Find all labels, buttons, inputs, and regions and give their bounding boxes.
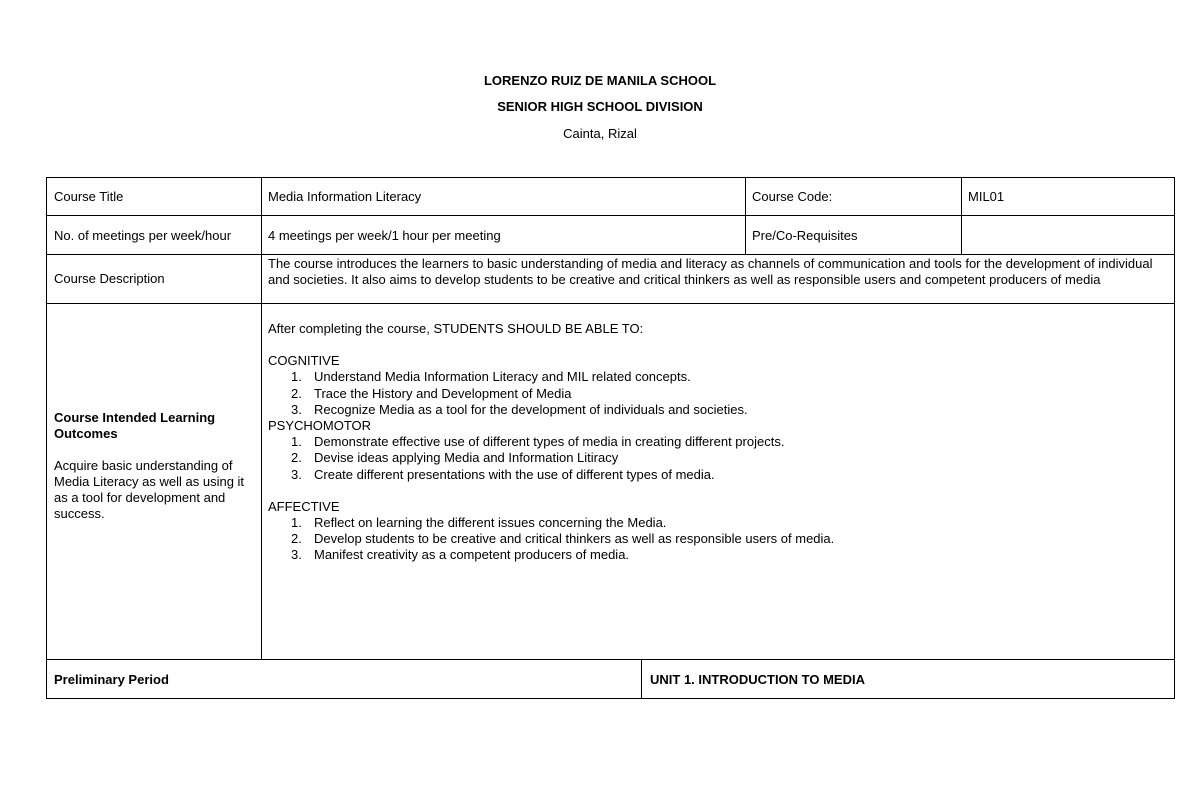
- syllabus-table: [46, 177, 1175, 660]
- row-divider: [47, 303, 1174, 304]
- outcomes-label: Course Intended Learning Outcomes: [54, 410, 216, 441]
- affective-list: [268, 515, 1168, 564]
- list-item: 3. Recognize Media as a tool for the development of individuals and societies.: [291, 401, 748, 417]
- course-title-label: Course Title: [54, 189, 124, 204]
- school-location: Cainta, Rizal: [563, 126, 637, 141]
- meetings-value: 4 meetings per week/1 hour per meeting: [268, 228, 501, 243]
- list-item: 3. Manifest creativity as a competent producers of media.: [291, 547, 630, 563]
- list-item: 2. Trace the History and Development of Media: [291, 385, 572, 401]
- list-item: 1. Understand Media Information Literacy and MIL related concepts.: [291, 369, 691, 385]
- cognitive-list: [268, 369, 1168, 418]
- outcomes-content: [268, 321, 1168, 564]
- prerequisites-label: Pre/Co-Requisites: [752, 228, 858, 243]
- list-item: 1. Demonstrate effective use of different types of media in creating different projects.: [291, 434, 785, 450]
- psychomotor-heading: PSYCHOMOTOR: [268, 418, 372, 434]
- course-title-value: Media Information Literacy: [268, 189, 422, 204]
- course-code-label: Course Code:: [752, 189, 833, 204]
- list-item: 2. Devise ideas applying Media and Information Litiracy: [291, 450, 619, 466]
- meetings-label: No. of meetings per week/hour: [54, 228, 232, 243]
- affective-heading: AFFECTIVE: [268, 498, 340, 514]
- period-label: Preliminary Period: [54, 672, 169, 687]
- column-divider: [745, 178, 746, 254]
- course-description-label: Course Description: [54, 271, 165, 286]
- period-table: [46, 659, 1175, 699]
- psychomotor-list: [268, 434, 1168, 483]
- list-item: 3. Create different presentations with the use of different types of media.: [291, 466, 715, 482]
- outcomes-summary: Acquire basic understanding of Media Literacy as well as using it as a tool for development and success.: [54, 458, 245, 521]
- list-item: 2. Develop students to be creative and critical thinkers as well as responsible users of media.: [291, 531, 835, 547]
- row-divider: [47, 254, 1174, 255]
- division-name: SENIOR HIGH SCHOOL DIVISION: [497, 99, 703, 114]
- school-name: LORENZO RUIZ DE MANILA SCHOOL: [483, 73, 717, 88]
- unit-title: UNIT 1. INTRODUCTION TO MEDIA: [650, 672, 865, 687]
- column-divider: [961, 178, 962, 254]
- row-divider: [47, 215, 1174, 216]
- list-item: 1. Reflect on learning the different issues concerning the Media.: [291, 515, 667, 531]
- course-description-value: The course introduces the learners to basic understanding of media and literacy as channels of communication and tools for the development of individual and societies. It also aims to develop students to be creative and critical thinkers as well as responsible users and competent producers of media: [268, 256, 1153, 287]
- column-divider: [261, 178, 262, 659]
- cognitive-heading: COGNITIVE: [268, 353, 340, 369]
- course-code-value: MIL01: [968, 189, 1005, 204]
- column-divider: [641, 660, 642, 698]
- outcomes-intro: After completing the course, STUDENTS SHOULD BE ABLE TO:: [268, 321, 644, 336]
